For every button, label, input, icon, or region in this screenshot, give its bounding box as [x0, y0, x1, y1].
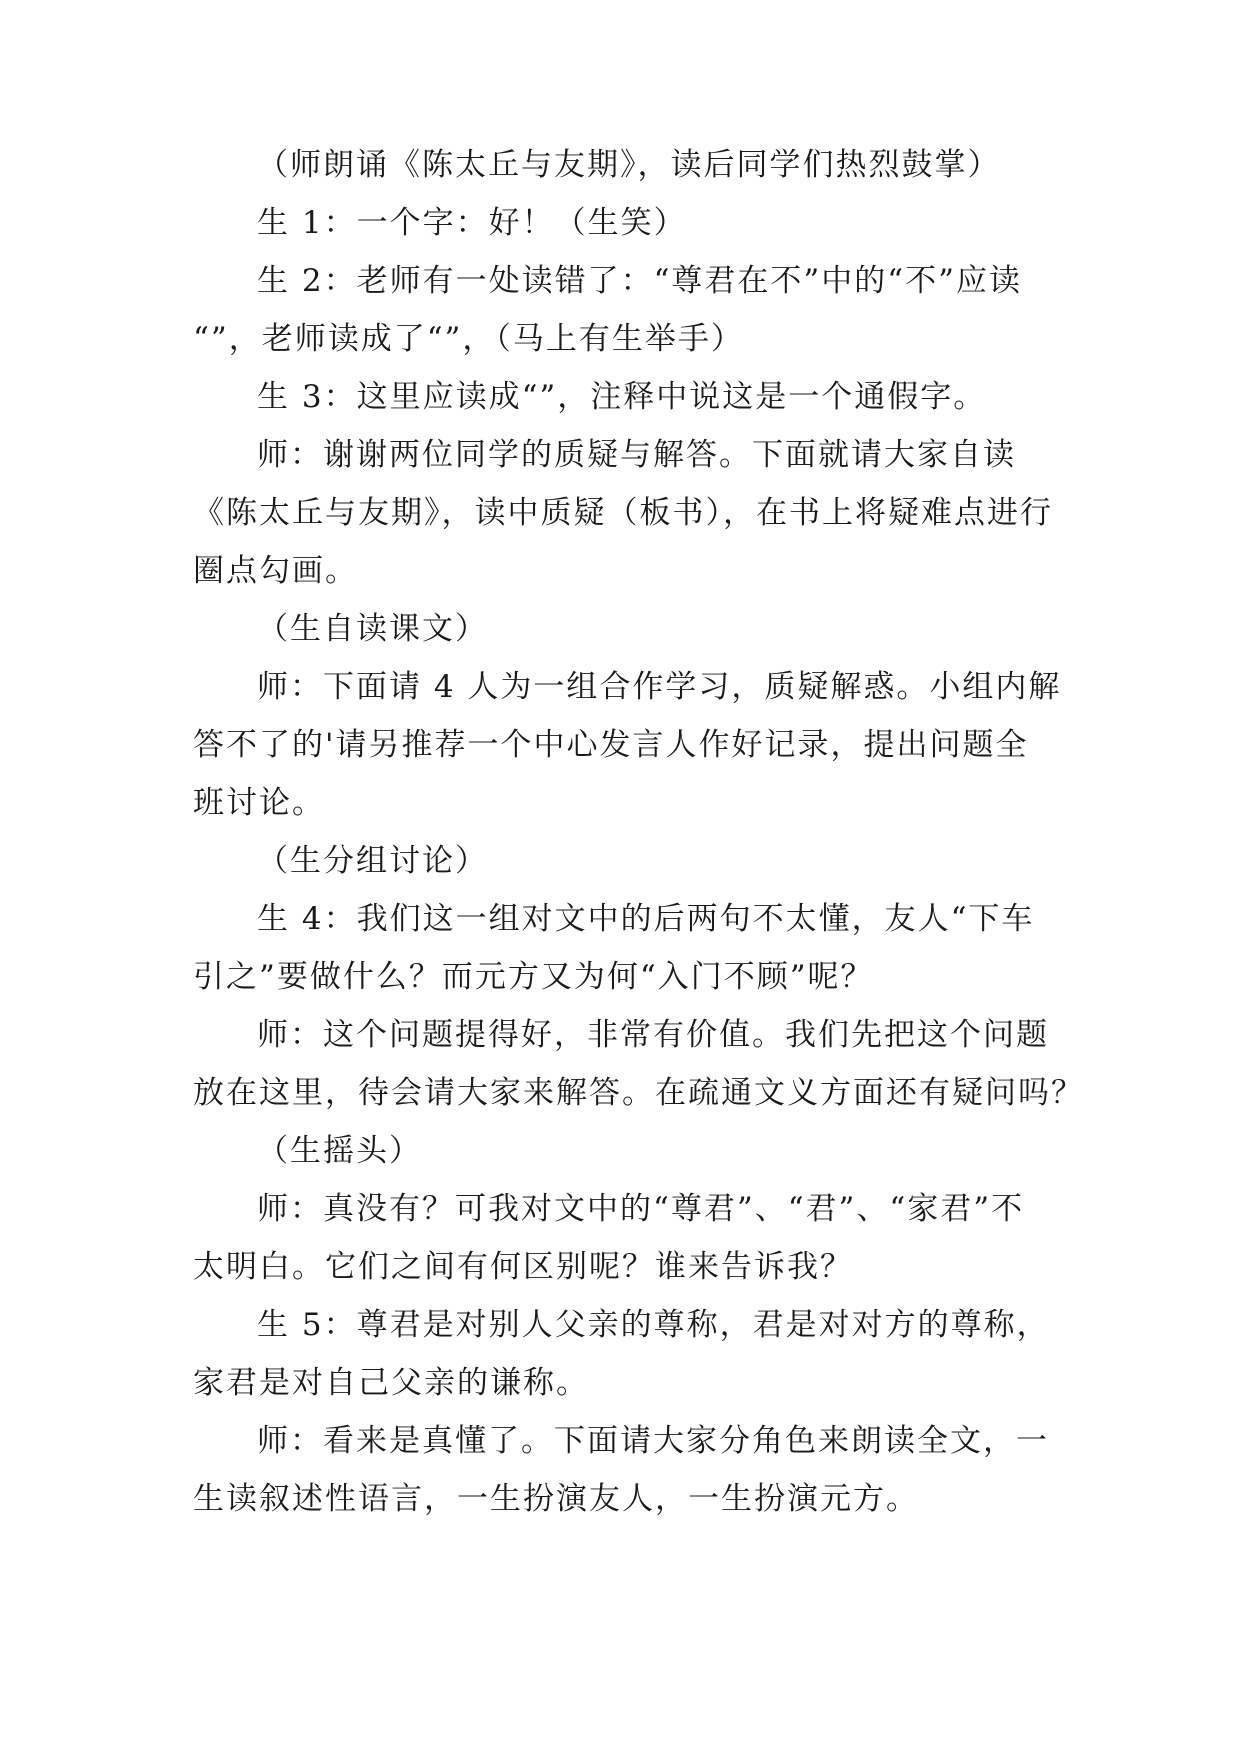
text-line: 生 5：尊君是对别人父亲的尊称，君是对对方的尊称，: [257, 1307, 1050, 1343]
paragraph-student-5: [193, 1296, 1053, 1412]
paragraph-teacher-3: [193, 1006, 1084, 1122]
text-line: 家君是对自己父亲的谦称。: [193, 1365, 589, 1401]
text-line: 师：这个问题提得好，非常有价值。我们先把这个问题: [257, 1017, 1049, 1053]
text-line: 师：真没有？可我对文中的“尊君”、“君”、“家君”不: [257, 1191, 1025, 1227]
text-line: 放在这里，待会请大家来解答。在疏通文义方面还有疑问吗？: [193, 1075, 1084, 1111]
paragraph-teacher-2: [193, 658, 1062, 832]
paragraph-stage-direction: [193, 832, 1053, 890]
text-line: （生分组讨论）: [257, 843, 488, 879]
text-line: “”，老师读成了“”，（马上有生举手）: [193, 321, 744, 357]
text-line: （生自读课文）: [257, 611, 488, 647]
paragraph-teacher-4: [193, 1180, 1053, 1296]
text-line: （生摇头）: [257, 1133, 422, 1169]
text-line: 生 3：这里应读成“”，注释中说这是一个通假字。: [257, 379, 987, 415]
paragraph-student-3: [193, 368, 1053, 426]
text-line: 生 4：我们这一组对文中的后两句不太懂，友人“下车: [257, 901, 1035, 937]
text-line: 生 1：一个字：好！（生笑）: [257, 205, 687, 241]
text-line: （师朗诵《陈太丘与友期》，读后同学们热烈鼓掌）: [257, 147, 1001, 183]
paragraph-teacher-5: [193, 1412, 1053, 1528]
text-line: 生 2：老师有一处读错了：“尊君在不”中的“不”应读: [257, 263, 1022, 299]
text-line: 太明白。它们之间有何区别呢？谁来告诉我？: [193, 1249, 853, 1285]
text-line: 师：看来是真懂了。下面请大家分角色来朗读全文，一: [257, 1423, 1049, 1459]
paragraph-stage-direction: [193, 136, 1053, 194]
paragraph-student-4: [193, 890, 1053, 1006]
text-line: 生读叙述性语言，一生扮演友人，一生扮演元方。: [193, 1481, 919, 1517]
text-line: 圈点勾画。: [193, 553, 358, 589]
paragraph-teacher-1: [193, 426, 1053, 600]
text-line: 答不了的'请另推荐一个中心发言人作好记录，提出问题全: [193, 727, 1029, 763]
paragraph-stage-direction: [193, 1122, 1053, 1180]
text-line: 班讨论。: [193, 785, 325, 821]
paragraph-student-1: [193, 194, 1053, 252]
text-line: 《陈太丘与友期》，读中质疑（板书），在书上将疑难点进行: [193, 495, 1053, 531]
paragraph-student-2: [193, 252, 1053, 368]
paragraph-stage-direction: [193, 600, 1053, 658]
text-line: 师：谢谢两位同学的质疑与解答。下面就请大家自读: [257, 437, 1016, 473]
text-line: 师：下面请 4 人为一组合作学习，质疑解惑。小组内解: [257, 669, 1062, 705]
text-line: 引之”要做什么？而元方又为何“入门不顾”呢？: [193, 959, 874, 995]
